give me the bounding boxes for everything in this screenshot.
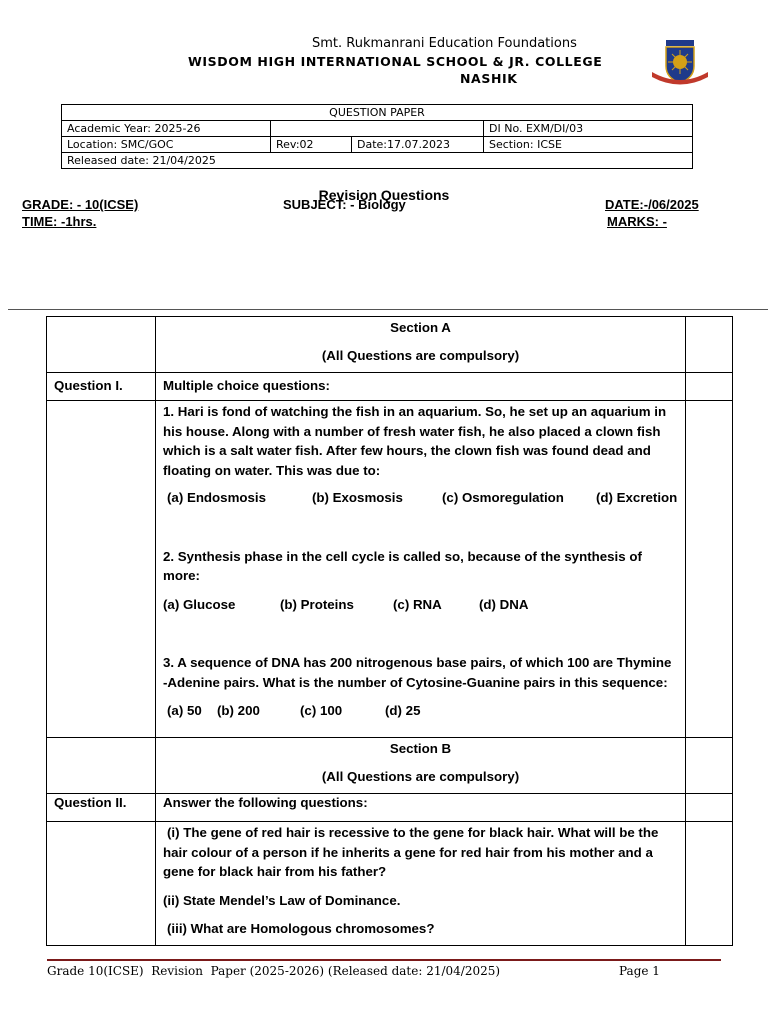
- question-1-instruction: Multiple choice questions:: [156, 373, 686, 401]
- mcq-option: (c) Osmoregulation: [442, 490, 564, 505]
- footer-rule: [47, 959, 721, 961]
- short-question-1: (i) The gene of red hair is recessive to the gene for black hair. What will be the hair colour of a person if he inherits a gene for red hair from his mother and a gene for black hair from his father?: [163, 825, 659, 879]
- blank-cell: [47, 401, 156, 738]
- mcq-2-options: [163, 595, 678, 615]
- document-control-table: [61, 104, 693, 169]
- marks-cell: [686, 317, 733, 373]
- mcq-1-text: 1. Hari is fond of watching the fish in an aquarium. So, he set up an aquarium in his house. Along with a number of fresh water fish, he also placed a clown fish which is a salt water fish. After few hours, the clown fish was found dead and floating on water. This was due to:: [163, 404, 667, 478]
- header-divider: [8, 309, 768, 310]
- meta-blank: [271, 121, 484, 137]
- subject-label: SUBJECT: - Biology: [283, 197, 406, 212]
- di-number: DI No. EXM/DI/03: [484, 121, 693, 137]
- blank-cell: [47, 317, 156, 373]
- question-2-instruction: Answer the following questions:: [156, 794, 686, 822]
- section-a-questions: [156, 401, 686, 738]
- mcq-option: (b) Exosmosis: [312, 490, 403, 505]
- school-name: WISDOM HIGH INTERNATIONAL SCHOOL & JR. COLLEGE: [188, 54, 603, 69]
- mcq-option: (a) Endosmosis: [167, 490, 267, 505]
- mcq-option: (c) RNA: [393, 596, 442, 612]
- section-a-heading: [156, 317, 686, 373]
- mcq-2-text: 2. Synthesis phase in the cell cycle is called so, because of the synthesis of more:: [163, 548, 642, 583]
- grade-label: GRADE: - 10(ICSE): [22, 197, 139, 212]
- question-1-label: Question I.: [47, 373, 156, 401]
- mcq-3-options: [167, 701, 678, 721]
- marks-cell: [686, 373, 733, 401]
- short-question-2: (ii) State Mendel’s Law of Dominance.: [163, 892, 401, 908]
- question-2-label: Question II.: [47, 794, 156, 822]
- short-question-3: (iii) What are Homologous chromosomes?: [167, 921, 435, 936]
- marks-cell: [686, 738, 733, 794]
- meta-date: Date:17.07.2023: [352, 137, 484, 153]
- mcq-option: (b) Proteins: [280, 596, 354, 612]
- blank-cell: [47, 822, 156, 946]
- section: Section: ICSE: [484, 137, 693, 153]
- school-city: NASHIK: [460, 71, 518, 86]
- mcq-3-text: 3. A sequence of DNA has 200 nitrogenous base pairs, of which 100 are Thymine -Adenine pairs. What is the number of Cytosine-Guanine pairs in this sequence:: [163, 655, 672, 690]
- footer-text: Grade 10(ICSE) Revision Paper (2025-2026) (Released date: 21/04/2025): [47, 964, 501, 978]
- section-b-heading: [156, 738, 686, 794]
- school-logo-icon: [648, 38, 712, 88]
- mcq-option: (d) DNA: [479, 596, 529, 612]
- section-a-note: (All Questions are compulsory): [321, 348, 520, 363]
- marks-cell: [686, 401, 733, 738]
- section-a-title: Section A: [390, 320, 451, 335]
- page-number: Page 1: [619, 964, 660, 978]
- revision: Rev:02: [271, 137, 352, 153]
- blank-cell: [47, 738, 156, 794]
- marks-label: MARKS: -: [607, 214, 667, 229]
- academic-year: Academic Year: 2025-26: [62, 121, 271, 137]
- mcq-option: (b) 200: [217, 703, 260, 718]
- mcq-option: (d) 25: [385, 703, 421, 718]
- section-b-note: (All Questions are compulsory): [321, 769, 520, 784]
- marks-cell: [686, 794, 733, 822]
- time-label: TIME: -1hrs.: [22, 214, 97, 229]
- released-date: Released date: 21/04/2025: [62, 153, 693, 169]
- marks-cell: [686, 822, 733, 946]
- mcq-option: (d) Excretion: [596, 490, 678, 505]
- section-b-title: Section B: [389, 741, 452, 756]
- mcq-option: (a) 50: [167, 703, 202, 718]
- question-table: [46, 316, 733, 946]
- mcq-1-options: [167, 488, 678, 508]
- paper-title: Revision Questions: [318, 187, 450, 203]
- meta-title: QUESTION PAPER: [62, 105, 693, 121]
- location: Location: SMC/GOC: [62, 137, 271, 153]
- paper-date: DATE:-/06/2025: [605, 197, 699, 212]
- foundation-name: Smt. Rukmanrani Education Foundations: [312, 36, 577, 51]
- mcq-option: (a) Glucose: [163, 596, 236, 612]
- mcq-option: (c) 100: [300, 703, 343, 718]
- section-b-questions: [156, 822, 686, 946]
